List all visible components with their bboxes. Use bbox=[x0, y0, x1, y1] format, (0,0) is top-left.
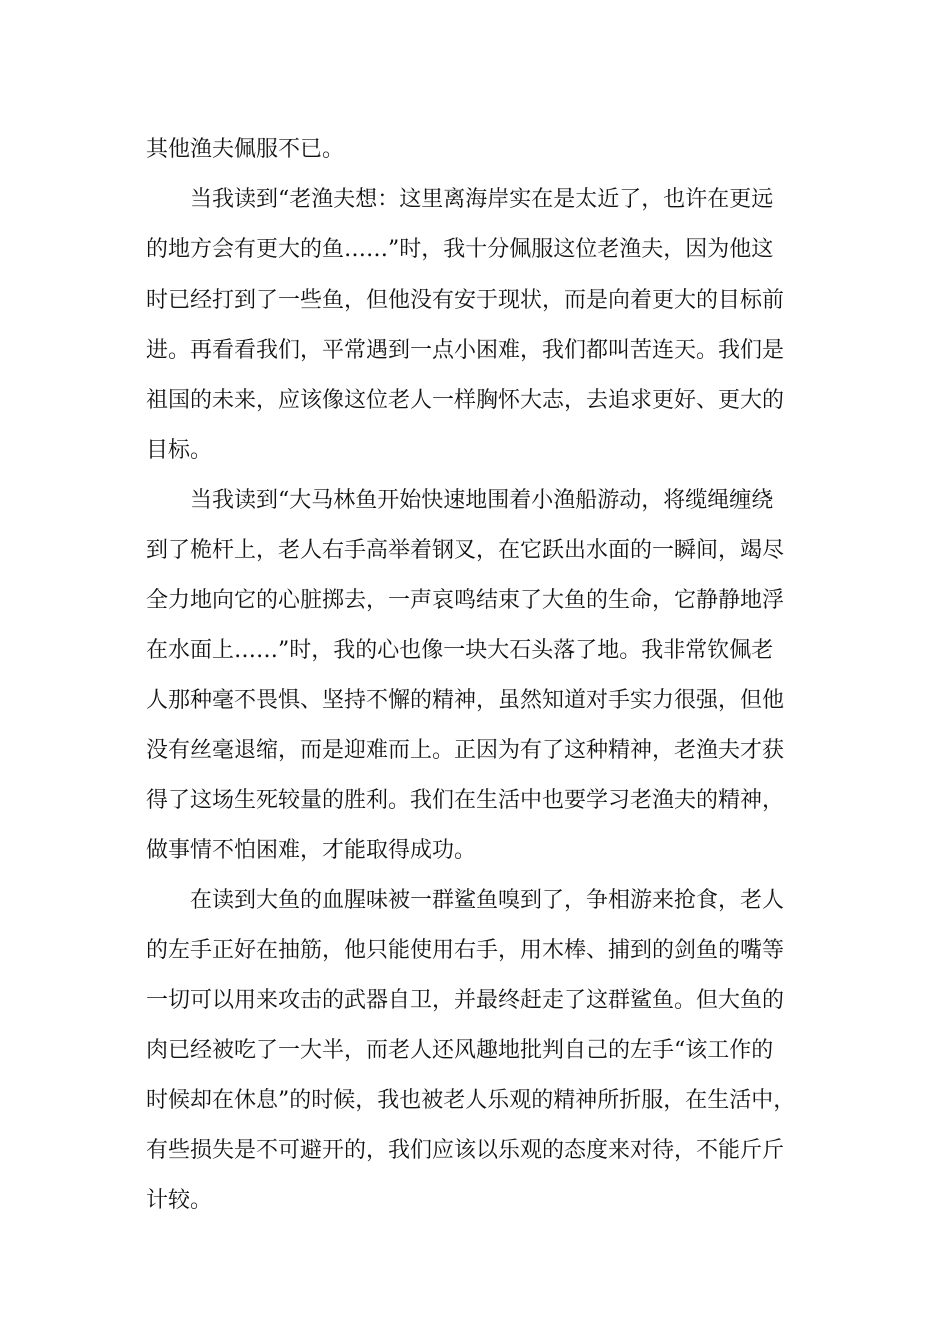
paragraph-line: 当我读到“大马林鱼开始快速地围着小渔船游动，将缆绳缠绕 bbox=[190, 488, 774, 513]
paragraph-line: 的地方会有更大的鱼……”时，我十分佩服这位老渔夫，因为他这 bbox=[146, 237, 774, 262]
paragraph-line: 到了桅杆上，老人右手高举着钢叉，在它跃出水面的一瞬间，竭尽 bbox=[146, 538, 785, 563]
paragraph-line: 在水面上……”时，我的心也像一块大石头落了地。我非常钦佩老 bbox=[146, 638, 774, 663]
paragraph-line: 时候却在休息”的时候，我也被老人乐观的精神所折服，在生活中， bbox=[146, 1088, 796, 1113]
paragraph-line: 在读到大鱼的血腥味被一群鲨鱼嗅到了，争相游来抢食，老人 bbox=[190, 888, 785, 913]
paragraph-line: 人那种毫不畏惧、坚持不懈的精神，虽然知道对手实力很强，但他 bbox=[146, 688, 785, 713]
paragraph-line: 其他渔夫佩服不已。 bbox=[146, 137, 345, 162]
paragraph-line: 肉已经被吃了一大半，而老人还风趣地批判自己的左手“该工作的 bbox=[146, 1038, 774, 1063]
paragraph-line: 得了这场生死较量的胜利。我们在生活中也要学习老渔夫的精神， bbox=[146, 788, 785, 813]
paragraph-line: 的左手正好在抽筋，他只能使用右手，用木棒、捕到的剑鱼的嘴等 bbox=[146, 938, 785, 963]
paragraph-line: 一切可以用来攻击的武器自卫，并最终赶走了这群鲨鱼。但大鱼的 bbox=[146, 988, 785, 1013]
paragraph-line: 祖国的未来，应该像这位老人一样胸怀大志，去追求更好、更大的 bbox=[146, 388, 785, 413]
paragraph-line: 做事情不怕困难，才能取得成功。 bbox=[146, 838, 477, 863]
paragraph-line: 当我读到“老渔夫想：这里离海岸实在是太近了，也许在更远 bbox=[190, 187, 774, 212]
paragraph-line: 全力地向它的心脏掷去，一声哀鸣结束了大鱼的生命，它静静地浮 bbox=[146, 588, 785, 613]
paragraph-line: 进。再看看我们，平常遇到一点小困难，我们都叫苦连天。我们是 bbox=[146, 338, 785, 363]
paragraph-line: 有些损失是不可避开的，我们应该以乐观的态度来对待，不能斤斤 bbox=[146, 1138, 785, 1163]
paragraph-line: 目标。 bbox=[146, 438, 213, 463]
paragraph-line: 时已经打到了一些鱼，但他没有安于现状，而是向着更大的目标前 bbox=[146, 288, 785, 313]
paragraph-line: 计较。 bbox=[146, 1188, 213, 1213]
paragraph-line: 没有丝毫退缩，而是迎难而上。正因为有了这种精神，老渔夫才获 bbox=[146, 738, 785, 763]
